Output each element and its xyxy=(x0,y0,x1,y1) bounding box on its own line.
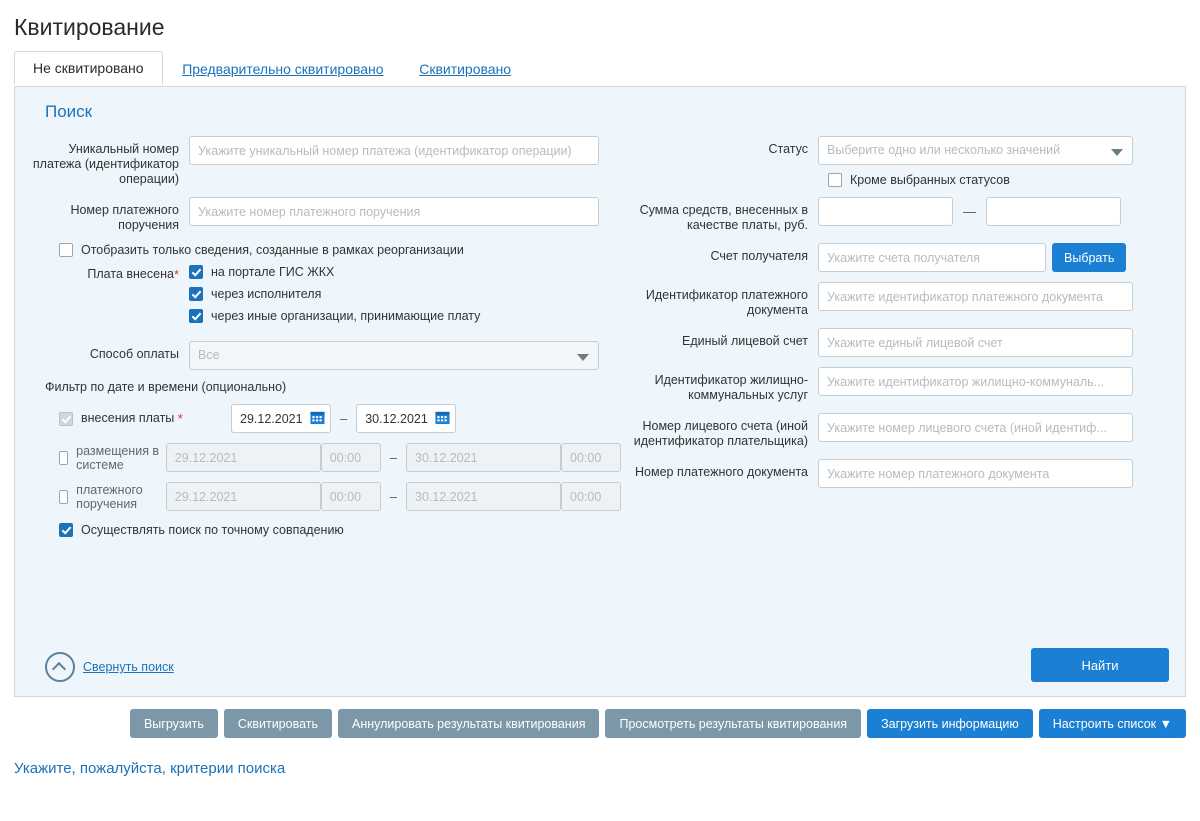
date-row-order-label: платежного поручения xyxy=(76,482,143,511)
payment-made-required: * xyxy=(173,267,179,282)
payment-option-executor-label: через исполнителя xyxy=(211,287,322,301)
cancel-reconcile-results-button[interactable]: Аннулировать результаты квитирования xyxy=(338,709,599,738)
except-statuses-checkbox[interactable] xyxy=(828,173,842,187)
unique-number-label: Уникальный номер платежа (идентификатор операции) xyxy=(32,142,179,186)
time-order-to-input[interactable] xyxy=(561,482,621,511)
pay-method-label: Способ оплаты xyxy=(89,347,179,361)
reorg-checkbox[interactable] xyxy=(59,243,73,257)
tab-bar xyxy=(0,51,1200,87)
date-row-order xyxy=(59,482,621,511)
date-row-placement xyxy=(59,443,621,472)
unique-number-row xyxy=(31,136,621,187)
except-statuses-row xyxy=(828,173,1169,187)
zhku-id-row xyxy=(633,367,1169,403)
date-placement-to-input[interactable] xyxy=(406,443,561,472)
tab-skvitirovano[interactable]: Сквитировано xyxy=(419,61,512,77)
order-number-row xyxy=(31,197,621,233)
pay-method-value: Все xyxy=(198,348,220,362)
date-placement-from-input[interactable] xyxy=(166,443,321,472)
pay-method-row xyxy=(31,341,621,370)
recipient-account-input[interactable] xyxy=(818,243,1046,272)
payment-doc-id-row xyxy=(633,282,1169,318)
reorg-checkbox-label: Отобразить только сведения, созданные в рамках реорганизации xyxy=(81,243,464,257)
single-account-label: Единый лицевой счет xyxy=(682,334,808,348)
recipient-account-row xyxy=(633,243,1169,272)
exact-match-row xyxy=(59,523,621,537)
amount-row xyxy=(633,197,1169,233)
status-select[interactable] xyxy=(818,136,1133,165)
amount-separator: — xyxy=(963,204,976,219)
date-order-separator: – xyxy=(389,489,397,504)
time-placement-from-input[interactable] xyxy=(321,443,381,472)
date-payment-to-wrap xyxy=(356,404,456,433)
date-order-to-input[interactable] xyxy=(406,482,561,511)
collapse-search-label[interactable]: Свернуть поиск xyxy=(83,660,174,674)
personal-account-label: Номер лицевого счета (иной идентификатор плательщика) xyxy=(633,419,808,448)
payment-doc-number-label: Номер платежного документа xyxy=(635,465,808,479)
recipient-account-label: Счет получателя xyxy=(710,249,808,263)
payment-option-portal xyxy=(189,265,480,279)
order-number-input[interactable] xyxy=(189,197,599,226)
date-row-payment xyxy=(59,404,621,433)
date-row-payment-label: внесения платы * xyxy=(81,411,183,426)
date-row-payment-checkbox[interactable] xyxy=(59,412,73,426)
payment-option-other xyxy=(189,309,480,323)
payment-option-other-checkbox[interactable] xyxy=(189,309,203,323)
date-payment-separator: – xyxy=(340,411,348,426)
view-reconcile-results-button[interactable]: Просмотреть результаты квитирования xyxy=(605,709,861,738)
payment-option-portal-label: на портале ГИС ЖКХ xyxy=(211,265,335,279)
collapse-search[interactable] xyxy=(45,652,174,682)
zhku-id-input[interactable] xyxy=(818,367,1133,396)
single-account-input[interactable] xyxy=(818,328,1133,357)
payment-option-executor-checkbox[interactable] xyxy=(189,287,203,301)
payment-made-row xyxy=(31,265,621,331)
chevron-down-icon xyxy=(577,354,589,361)
search-panel xyxy=(14,87,1186,697)
calendar-icon[interactable] xyxy=(435,410,450,425)
find-button[interactable]: Найти xyxy=(1031,648,1169,682)
calendar-icon[interactable] xyxy=(310,410,325,425)
action-bar xyxy=(14,709,1186,738)
payment-option-portal-checkbox[interactable] xyxy=(189,265,203,279)
date-payment-from-wrap xyxy=(231,404,331,433)
payment-doc-number-row xyxy=(633,459,1169,488)
search-section-title: Поиск xyxy=(45,102,93,121)
upload-information-button[interactable]: Загрузить информацию xyxy=(867,709,1033,738)
payment-made-label: Плата внесена* xyxy=(87,267,179,282)
except-statuses-label: Кроме выбранных статусов xyxy=(850,173,1010,187)
amount-from-input[interactable] xyxy=(818,197,953,226)
payment-option-other-label: через иные организации, принимающие плату xyxy=(211,309,481,323)
personal-account-input[interactable] xyxy=(818,413,1133,442)
date-row-placement-checkbox[interactable] xyxy=(59,451,68,465)
page-title: Квитирование xyxy=(14,14,165,40)
date-row-placement-label: размещения в системе xyxy=(76,443,160,472)
zhku-id-label: Идентификатор жилищно-коммунальных услуг xyxy=(654,373,808,402)
search-right-column xyxy=(621,136,1169,545)
exact-match-label: Осуществлять поиск по точному совпадению xyxy=(81,523,344,537)
amount-to-input[interactable] xyxy=(986,197,1121,226)
payment-option-executor xyxy=(189,287,480,301)
date-filter-title: Фильтр по дате и времени (опционально) xyxy=(45,380,287,394)
exact-match-checkbox[interactable] xyxy=(59,523,73,537)
search-criteria-hint: Укажите, пожалуйста, критерии поиска xyxy=(14,760,286,777)
select-account-button[interactable]: Выбрать xyxy=(1052,243,1126,272)
payment-made-options xyxy=(189,265,480,331)
payment-doc-id-label: Идентификатор платежного документа xyxy=(645,288,808,317)
status-row xyxy=(633,136,1169,165)
configure-list-button[interactable]: Настроить список ▼ xyxy=(1039,709,1186,738)
date-order-from-input[interactable] xyxy=(166,482,321,511)
reconcile-button[interactable]: Сквитировать xyxy=(224,709,332,738)
payment-doc-number-input[interactable] xyxy=(818,459,1133,488)
date-row-order-checkbox[interactable] xyxy=(59,490,68,504)
export-button[interactable]: Выгрузить xyxy=(130,709,218,738)
date-placement-separator: – xyxy=(389,450,397,465)
amount-label: Сумма средств, внесенных в качестве платы, руб. xyxy=(639,203,808,232)
time-placement-to-input[interactable] xyxy=(561,443,621,472)
payment-doc-id-input[interactable] xyxy=(818,282,1133,311)
search-left-column xyxy=(31,136,621,545)
pay-method-select[interactable] xyxy=(189,341,599,370)
unique-number-input[interactable] xyxy=(189,136,599,165)
time-order-from-input[interactable] xyxy=(321,482,381,511)
tab-predvaritelno-skvitirovano[interactable]: Предварительно сквитировано xyxy=(182,61,384,77)
tab-ne-skvitirovano[interactable]: Не сквитировано xyxy=(14,51,163,85)
personal-account-row xyxy=(633,413,1169,449)
order-number-label: Номер платежного поручения xyxy=(70,203,179,232)
status-label: Статус xyxy=(768,142,808,156)
chevron-down-icon xyxy=(1111,149,1123,156)
single-account-row xyxy=(633,328,1169,357)
status-placeholder: Выберите одно или несколько значений xyxy=(827,143,1061,157)
chevron-up-circle-icon xyxy=(45,652,75,682)
reorg-checkbox-row xyxy=(59,243,621,257)
